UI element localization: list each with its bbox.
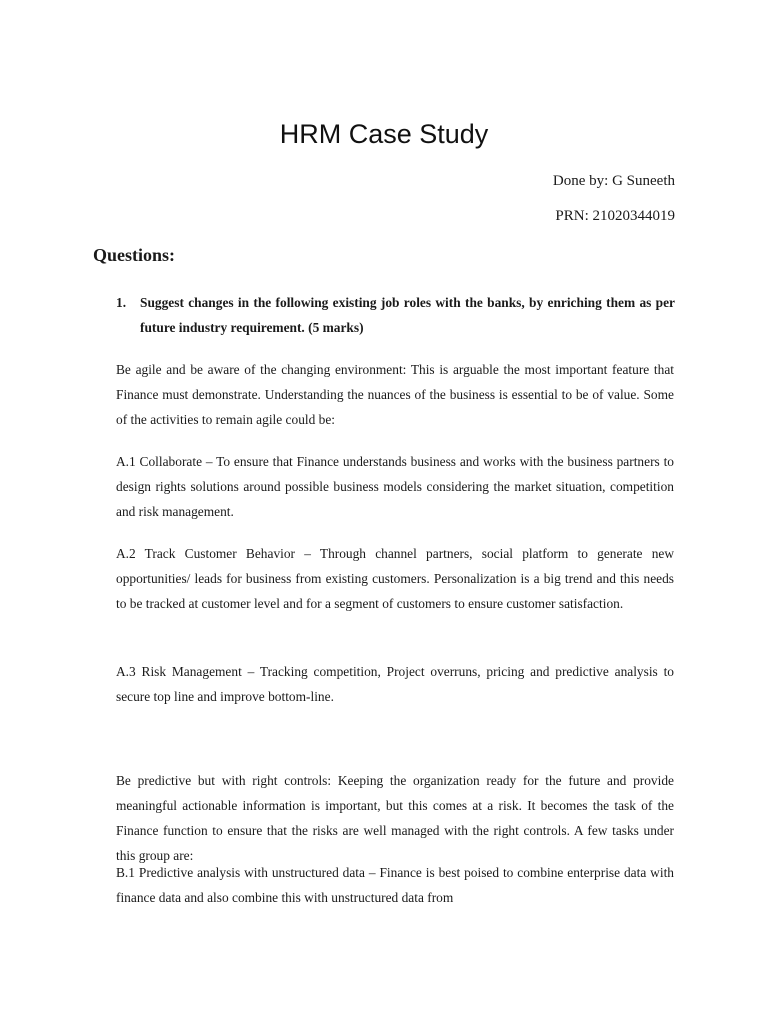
paragraph-predictive-analysis: B.1 Predictive analysis with unstructured data – Finance is best poised to combine enterprise data with finance data and also combine this with unstructured data from <box>116 865 674 905</box>
prn-line: PRN: 21020344019 <box>555 208 675 224</box>
paragraph-track-customer-behavior: A.2 Track Customer Behavior – Through channel partners, social platform to generate new opportunities/ leads for business from existing customers. Personalization is a big trend and this needs to be tracked at customer level and for a segment of customers to ensure customer satisfaction. <box>116 546 674 611</box>
paragraph-predictive: Be predictive but with right controls: Keeping the organization ready for the future and provide meaningful actionable information is important, but this comes at a risk. It becomes the task of the Finance function to ensure that the risks are well managed with the right controls. A few tasks under this group are: <box>116 773 674 863</box>
paragraph-risk-management: A.3 Risk Management – Tracking competition, Project overruns, pricing and predictive analysis to secure top line and improve bottom-line. <box>116 664 674 704</box>
paragraph-agile: Be agile and be aware of the changing environment: This is arguable the most important feature that Finance must demonstrate. Understanding the nuances of the business is essential to be of value. Some of the activities to remain agile could be: <box>116 362 674 427</box>
author-line: Done by: G Suneeth <box>552 173 675 189</box>
question-number: 1. <box>116 295 127 310</box>
question-text: Suggest changes in the following existing job roles with the banks, by enriching them as per future industry requirement. (5 marks) <box>140 295 675 335</box>
page-title: HRM Case Study <box>279 119 489 149</box>
paragraph-collaborate: A.1 Collaborate – To ensure that Finance understands business and works with the business partners to design rights solutions around possible business models considering the market situation, competition and risk management. <box>116 454 674 519</box>
question-item <box>116 290 675 340</box>
questions-heading: Questions: <box>93 245 176 265</box>
